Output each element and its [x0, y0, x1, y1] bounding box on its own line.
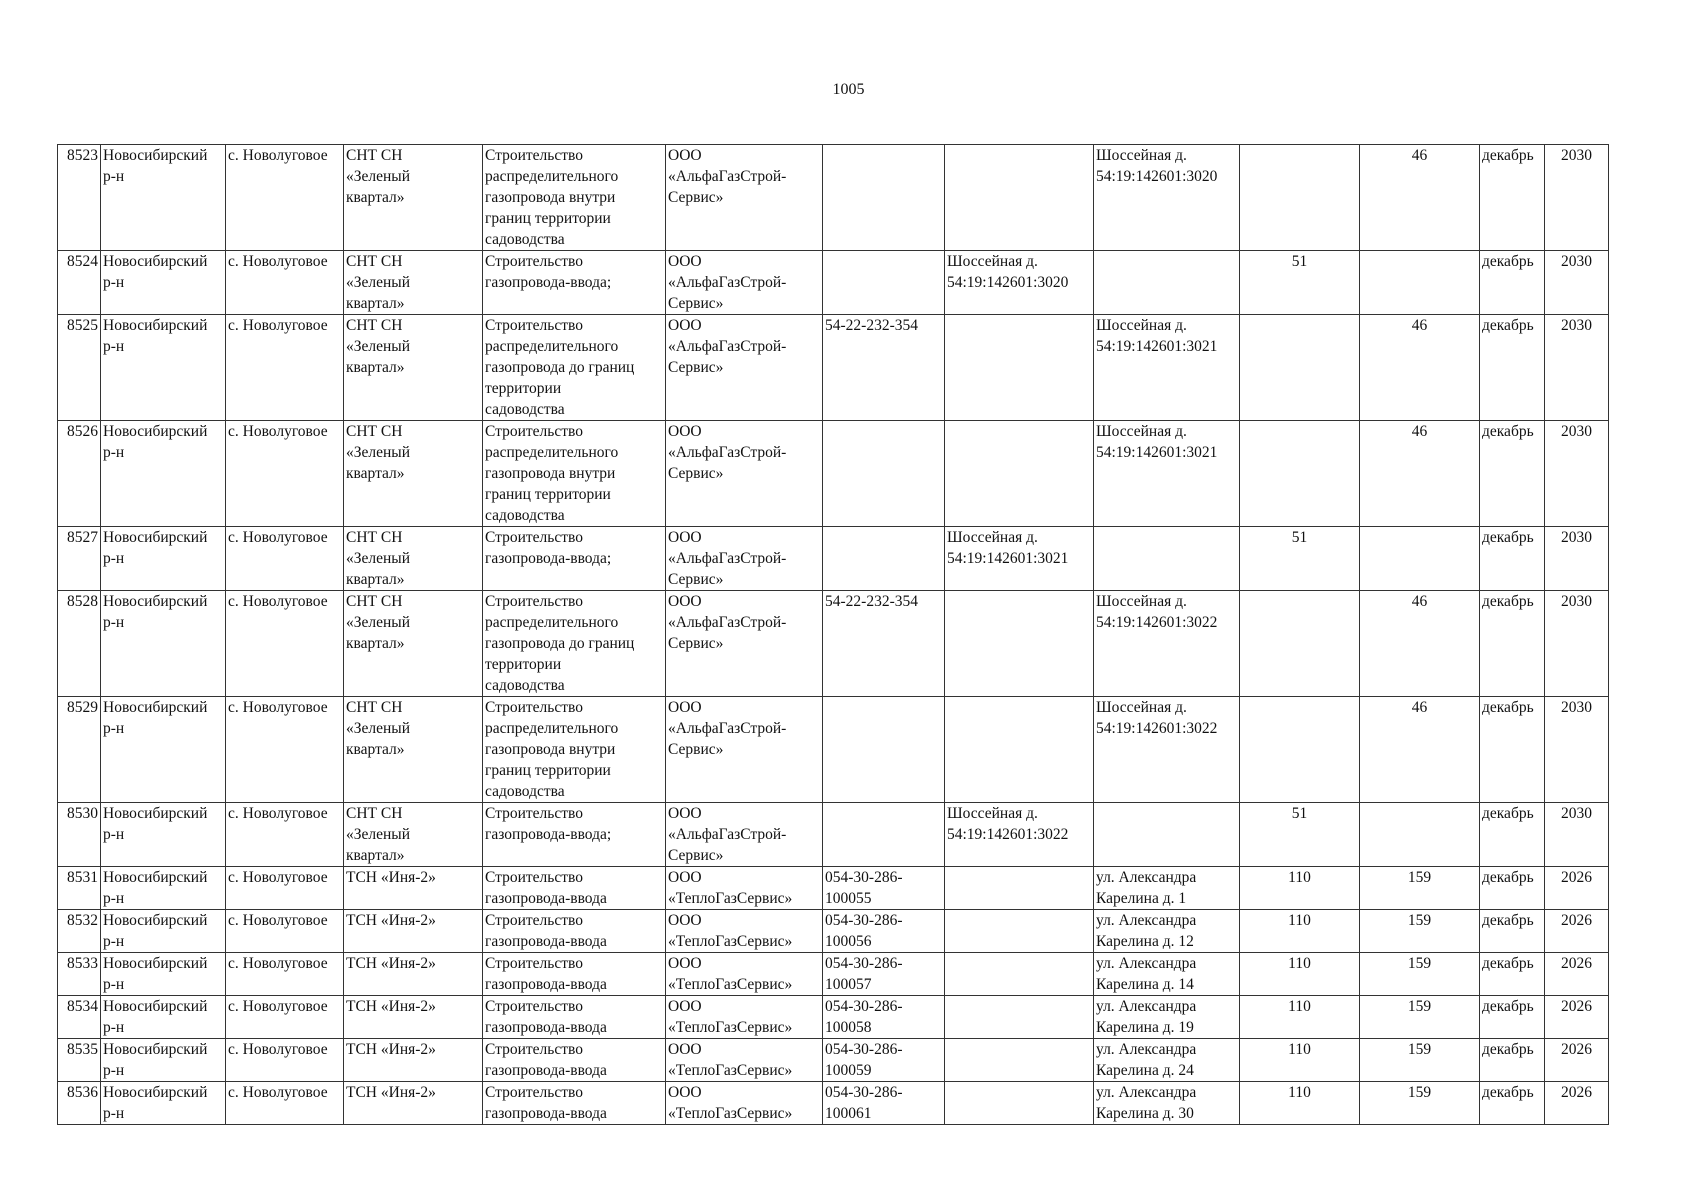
- cell-permit: 54-22-232-354: [823, 315, 945, 421]
- cell-addr2: ул. Александра Карелина д. 19: [1094, 996, 1240, 1039]
- table-body: [58, 145, 1609, 1125]
- cell-contractor: ООО «ТеплоГазСервис»: [666, 1039, 823, 1082]
- cell-v1: 110: [1240, 953, 1360, 996]
- cell-settlement: с. Новолуговое: [226, 697, 344, 803]
- cell-permit: [823, 527, 945, 591]
- cell-no: 8533: [58, 953, 101, 996]
- cell-district: Новосибирский р-н: [101, 910, 226, 953]
- cell-addr1: [945, 867, 1094, 910]
- cell-addr1: [945, 421, 1094, 527]
- cell-no: 8536: [58, 1082, 101, 1125]
- cell-work: Строительство газопровода-ввода: [483, 953, 666, 996]
- cell-v1: 51: [1240, 251, 1360, 315]
- cell-v2: [1360, 527, 1480, 591]
- cell-contractor: ООО «АльфаГазСтрой- Сервис»: [666, 145, 823, 251]
- cell-v2: 46: [1360, 421, 1480, 527]
- cell-org: ТСН «Иня-2»: [344, 996, 483, 1039]
- cell-month: декабрь: [1480, 953, 1545, 996]
- cell-work: Строительство газопровода-ввода: [483, 996, 666, 1039]
- cell-year: 2030: [1545, 803, 1609, 867]
- cell-work: Строительство распределительного газопровода до границ территории садоводства: [483, 591, 666, 697]
- cell-year: 2026: [1545, 1082, 1609, 1125]
- cell-year: 2030: [1545, 145, 1609, 251]
- table-row: [58, 421, 1609, 527]
- cell-permit: [823, 697, 945, 803]
- cell-district: Новосибирский р-н: [101, 527, 226, 591]
- cell-year: 2026: [1545, 996, 1609, 1039]
- cell-v1: 51: [1240, 527, 1360, 591]
- cell-work: Строительство газопровода-ввода: [483, 910, 666, 953]
- cell-org: СНТ СН «Зеленый квартал»: [344, 315, 483, 421]
- cell-v1: 51: [1240, 803, 1360, 867]
- cell-settlement: с. Новолуговое: [226, 145, 344, 251]
- cell-v1: 110: [1240, 910, 1360, 953]
- cell-v1: [1240, 145, 1360, 251]
- cell-year: 2026: [1545, 867, 1609, 910]
- cell-no: 8530: [58, 803, 101, 867]
- table-row: [58, 145, 1609, 251]
- cell-work: Строительство газопровода-ввода: [483, 1039, 666, 1082]
- cell-settlement: с. Новолуговое: [226, 867, 344, 910]
- cell-v1: [1240, 421, 1360, 527]
- cell-district: Новосибирский р-н: [101, 1082, 226, 1125]
- cell-addr1: [945, 315, 1094, 421]
- cell-addr2: ул. Александра Карелина д. 1: [1094, 867, 1240, 910]
- cell-month: декабрь: [1480, 910, 1545, 953]
- table-row: [58, 996, 1609, 1039]
- cell-no: 8535: [58, 1039, 101, 1082]
- cell-org: ТСН «Иня-2»: [344, 1039, 483, 1082]
- cell-contractor: ООО «ТеплоГазСервис»: [666, 1082, 823, 1125]
- cell-contractor: ООО «АльфаГазСтрой- Сервис»: [666, 527, 823, 591]
- cell-settlement: с. Новолуговое: [226, 315, 344, 421]
- cell-org: ТСН «Иня-2»: [344, 1082, 483, 1125]
- table-row: [58, 910, 1609, 953]
- cell-addr1: Шоссейная д. 54:19:142601:3021: [945, 527, 1094, 591]
- cell-work: Строительство газопровода-ввода;: [483, 251, 666, 315]
- cell-work: Строительство распределительного газопровода внутри границ территории садоводства: [483, 421, 666, 527]
- table-row: [58, 527, 1609, 591]
- cell-addr2: [1094, 803, 1240, 867]
- cell-addr1: [945, 996, 1094, 1039]
- cell-v2: 159: [1360, 1082, 1480, 1125]
- cell-work: Строительство газопровода-ввода;: [483, 527, 666, 591]
- cell-settlement: с. Новолуговое: [226, 803, 344, 867]
- cell-v2: 159: [1360, 867, 1480, 910]
- table-row: [58, 315, 1609, 421]
- cell-work: Строительство распределительного газопровода внутри границ территории садоводства: [483, 697, 666, 803]
- table-row: [58, 251, 1609, 315]
- cell-district: Новосибирский р-н: [101, 251, 226, 315]
- cell-addr1: [945, 145, 1094, 251]
- cell-settlement: с. Новолуговое: [226, 1039, 344, 1082]
- cell-v2: 159: [1360, 953, 1480, 996]
- cell-month: декабрь: [1480, 315, 1545, 421]
- cell-org: ТСН «Иня-2»: [344, 910, 483, 953]
- cell-contractor: ООО «ТеплоГазСервис»: [666, 996, 823, 1039]
- cell-no: 8532: [58, 910, 101, 953]
- cell-v2: [1360, 251, 1480, 315]
- cell-no: 8526: [58, 421, 101, 527]
- cell-v2: 46: [1360, 145, 1480, 251]
- cell-district: Новосибирский р-н: [101, 315, 226, 421]
- cell-permit: 054-30-286- 100061: [823, 1082, 945, 1125]
- cell-no: 8524: [58, 251, 101, 315]
- cell-year: 2030: [1545, 591, 1609, 697]
- cell-v2: 46: [1360, 315, 1480, 421]
- cell-work: Строительство газопровода-ввода: [483, 1082, 666, 1125]
- cell-permit: [823, 803, 945, 867]
- cell-contractor: ООО «АльфаГазСтрой- Сервис»: [666, 591, 823, 697]
- cell-permit: 054-30-286- 100056: [823, 910, 945, 953]
- cell-month: декабрь: [1480, 251, 1545, 315]
- cell-no: 8523: [58, 145, 101, 251]
- cell-permit: 54-22-232-354: [823, 591, 945, 697]
- cell-month: декабрь: [1480, 421, 1545, 527]
- cell-v2: 159: [1360, 1039, 1480, 1082]
- cell-permit: [823, 251, 945, 315]
- cell-addr2: Шоссейная д. 54:19:142601:3021: [1094, 421, 1240, 527]
- cell-addr1: Шоссейная д. 54:19:142601:3020: [945, 251, 1094, 315]
- cell-district: Новосибирский р-н: [101, 803, 226, 867]
- cell-addr2: [1094, 527, 1240, 591]
- cell-no: 8528: [58, 591, 101, 697]
- cell-work: Строительство газопровода-ввода: [483, 867, 666, 910]
- cell-contractor: ООО «ТеплоГазСервис»: [666, 910, 823, 953]
- cell-addr2: ул. Александра Карелина д. 12: [1094, 910, 1240, 953]
- table-row: [58, 867, 1609, 910]
- cell-v2: 159: [1360, 996, 1480, 1039]
- cell-addr1: [945, 1082, 1094, 1125]
- cell-district: Новосибирский р-н: [101, 996, 226, 1039]
- cell-org: СНТ СН «Зеленый квартал»: [344, 527, 483, 591]
- cell-addr2: Шоссейная д. 54:19:142601:3022: [1094, 697, 1240, 803]
- cell-v1: 110: [1240, 996, 1360, 1039]
- cell-settlement: с. Новолуговое: [226, 527, 344, 591]
- cell-settlement: с. Новолуговое: [226, 910, 344, 953]
- cell-district: Новосибирский р-н: [101, 697, 226, 803]
- cell-v1: 110: [1240, 1039, 1360, 1082]
- cell-month: декабрь: [1480, 1039, 1545, 1082]
- cell-v2: 46: [1360, 697, 1480, 803]
- cell-work: Строительство распределительного газопровода до границ территории садоводства: [483, 315, 666, 421]
- cell-v1: [1240, 591, 1360, 697]
- cell-permit: 054-30-286- 100057: [823, 953, 945, 996]
- cell-permit: 054-30-286- 100058: [823, 996, 945, 1039]
- cell-month: декабрь: [1480, 996, 1545, 1039]
- cell-no: 8525: [58, 315, 101, 421]
- cell-addr2: Шоссейная д. 54:19:142601:3022: [1094, 591, 1240, 697]
- cell-addr1: Шоссейная д. 54:19:142601:3022: [945, 803, 1094, 867]
- cell-v1: [1240, 697, 1360, 803]
- table-row: [58, 953, 1609, 996]
- cell-addr2: Шоссейная д. 54:19:142601:3021: [1094, 315, 1240, 421]
- cell-district: Новосибирский р-н: [101, 953, 226, 996]
- cell-district: Новосибирский р-н: [101, 421, 226, 527]
- cell-org: ТСН «Иня-2»: [344, 953, 483, 996]
- cell-month: декабрь: [1480, 591, 1545, 697]
- cell-contractor: ООО «АльфаГазСтрой- Сервис»: [666, 697, 823, 803]
- cell-permit: 054-30-286- 100055: [823, 867, 945, 910]
- cell-addr1: [945, 1039, 1094, 1082]
- cell-district: Новосибирский р-н: [101, 867, 226, 910]
- cell-addr1: [945, 591, 1094, 697]
- cell-year: 2030: [1545, 251, 1609, 315]
- cell-no: 8527: [58, 527, 101, 591]
- cell-year: 2026: [1545, 910, 1609, 953]
- cell-settlement: с. Новолуговое: [226, 251, 344, 315]
- cell-permit: [823, 421, 945, 527]
- cell-v2: 46: [1360, 591, 1480, 697]
- cell-permit: 054-30-286- 100059: [823, 1039, 945, 1082]
- cell-settlement: с. Новолуговое: [226, 953, 344, 996]
- cell-district: Новосибирский р-н: [101, 145, 226, 251]
- cell-org: СНТ СН «Зеленый квартал»: [344, 145, 483, 251]
- cell-work: Строительство распределительного газопровода внутри границ территории садоводства: [483, 145, 666, 251]
- cell-contractor: ООО «ТеплоГазСервис»: [666, 867, 823, 910]
- table-row: [58, 1082, 1609, 1125]
- cell-org: СНТ СН «Зеленый квартал»: [344, 251, 483, 315]
- cell-settlement: с. Новолуговое: [226, 591, 344, 697]
- cell-contractor: ООО «АльфаГазСтрой- Сервис»: [666, 803, 823, 867]
- cell-contractor: ООО «АльфаГазСтрой- Сервис»: [666, 251, 823, 315]
- cell-year: 2026: [1545, 1039, 1609, 1082]
- cell-month: декабрь: [1480, 145, 1545, 251]
- cell-district: Новосибирский р-н: [101, 591, 226, 697]
- cell-addr2: ул. Александра Карелина д. 14: [1094, 953, 1240, 996]
- cell-addr1: [945, 910, 1094, 953]
- cell-no: 8529: [58, 697, 101, 803]
- cell-no: 8534: [58, 996, 101, 1039]
- cell-year: 2026: [1545, 953, 1609, 996]
- cell-work: Строительство газопровода-ввода;: [483, 803, 666, 867]
- cell-org: ТСН «Иня-2»: [344, 867, 483, 910]
- cell-org: СНТ СН «Зеленый квартал»: [344, 697, 483, 803]
- cell-addr1: [945, 697, 1094, 803]
- cell-addr2: ул. Александра Карелина д. 30: [1094, 1082, 1240, 1125]
- table-row: [58, 697, 1609, 803]
- cell-year: 2030: [1545, 421, 1609, 527]
- cell-v1: 110: [1240, 1082, 1360, 1125]
- cell-v2: 159: [1360, 910, 1480, 953]
- cell-year: 2030: [1545, 527, 1609, 591]
- cell-settlement: с. Новолуговое: [226, 996, 344, 1039]
- cell-month: декабрь: [1480, 697, 1545, 803]
- cell-v1: 110: [1240, 867, 1360, 910]
- cell-permit: [823, 145, 945, 251]
- cell-addr1: [945, 953, 1094, 996]
- cell-year: 2030: [1545, 697, 1609, 803]
- cell-month: декабрь: [1480, 1082, 1545, 1125]
- cell-month: декабрь: [1480, 867, 1545, 910]
- table-row: [58, 591, 1609, 697]
- cell-no: 8531: [58, 867, 101, 910]
- cell-v2: [1360, 803, 1480, 867]
- cell-district: Новосибирский р-н: [101, 1039, 226, 1082]
- cell-month: декабрь: [1480, 803, 1545, 867]
- cell-contractor: ООО «АльфаГазСтрой- Сервис»: [666, 421, 823, 527]
- data-table: [57, 144, 1609, 1125]
- cell-year: 2030: [1545, 315, 1609, 421]
- cell-org: СНТ СН «Зеленый квартал»: [344, 421, 483, 527]
- table-row: [58, 1039, 1609, 1082]
- page-number: 1005: [832, 81, 865, 98]
- cell-settlement: с. Новолуговое: [226, 1082, 344, 1125]
- cell-addr2: Шоссейная д. 54:19:142601:3020: [1094, 145, 1240, 251]
- table-row: [58, 803, 1609, 867]
- cell-month: декабрь: [1480, 527, 1545, 591]
- cell-contractor: ООО «АльфаГазСтрой- Сервис»: [666, 315, 823, 421]
- cell-org: СНТ СН «Зеленый квартал»: [344, 803, 483, 867]
- cell-addr2: [1094, 251, 1240, 315]
- cell-org: СНТ СН «Зеленый квартал»: [344, 591, 483, 697]
- cell-addr2: ул. Александра Карелина д. 24: [1094, 1039, 1240, 1082]
- cell-contractor: ООО «ТеплоГазСервис»: [666, 953, 823, 996]
- cell-settlement: с. Новолуговое: [226, 421, 344, 527]
- cell-v1: [1240, 315, 1360, 421]
